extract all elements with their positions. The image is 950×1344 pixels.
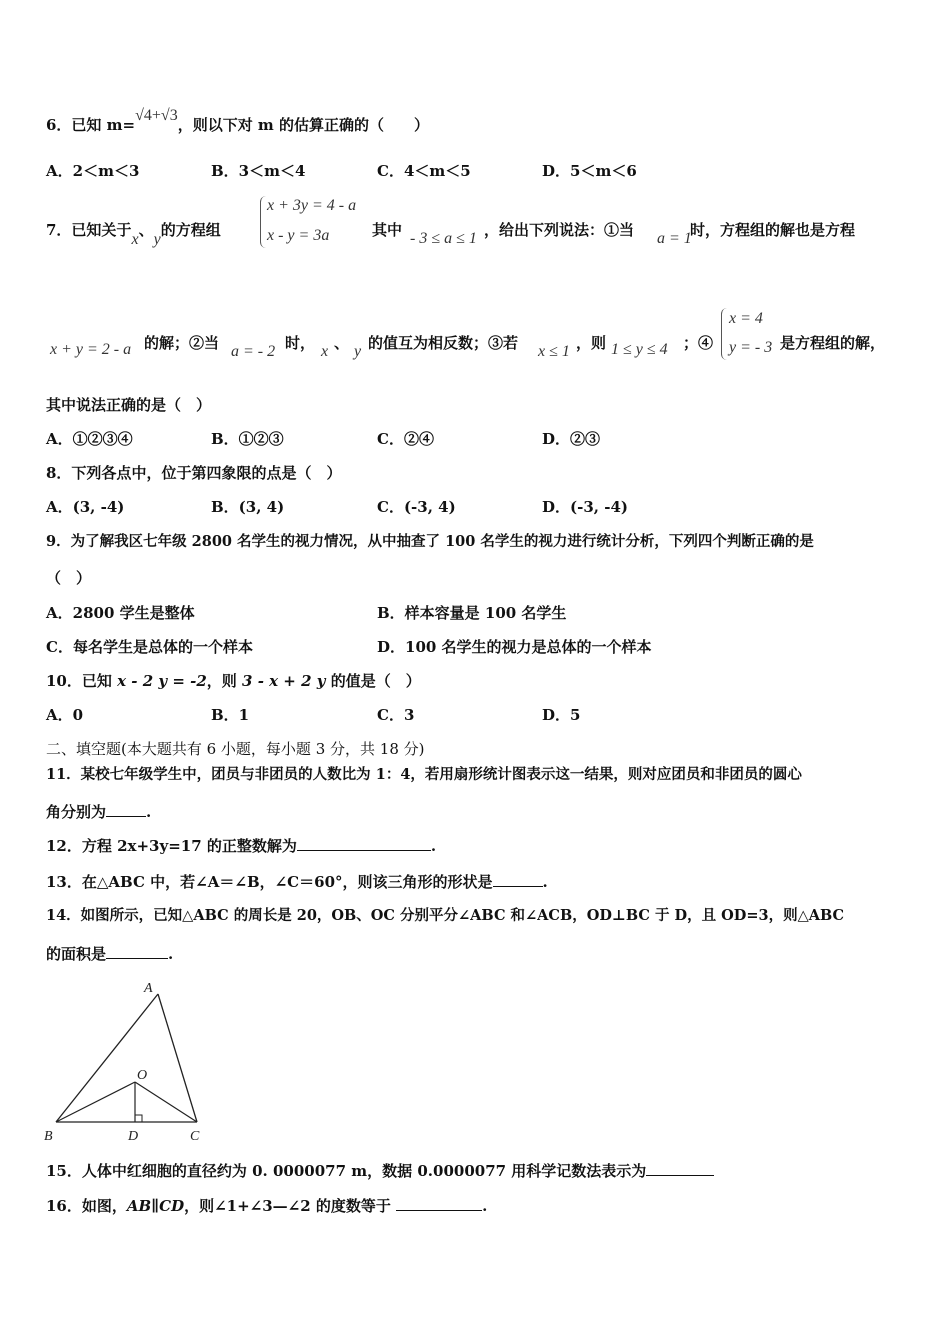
q6-option-d: D．5＜m＜6	[542, 162, 637, 180]
q10-option-b: B．1	[211, 706, 250, 724]
label-a: A	[144, 981, 153, 996]
label-o: O	[137, 1068, 148, 1083]
q10-option-d: D．5	[542, 706, 581, 724]
side-ac	[158, 994, 197, 1122]
side-ab	[56, 994, 158, 1122]
q8-option-b: B．(3, 4)	[211, 498, 285, 516]
label-b: B	[44, 1129, 53, 1144]
label-d: D	[128, 1129, 139, 1144]
q9-option-a: A．2800 学生是整体	[46, 604, 195, 622]
right-angle-mark	[135, 1115, 142, 1122]
q14-line-1: 14．如图所示，已知△ABC 的周长是 20，OB、OC 分别平分∠ABC 和∠ACB，OD⊥BC 于 D，且 OD=3，则△ABC	[46, 907, 845, 924]
q7-statement-2b: 时，	[285, 334, 316, 352]
segment-oc	[135, 1082, 197, 1122]
q7-option-c: C．②④	[377, 430, 434, 448]
q7-where: 其中	[372, 221, 403, 239]
q9-option-b: B．样本容量是 100 名学生	[377, 604, 567, 622]
q7-statement-4b: 是方程组的解，	[780, 334, 886, 352]
q16-stem: 16．如图，AB∥CD，则∠1+∠3—∠2 的度数等于 .	[46, 1197, 488, 1215]
q12-answer-blank[interactable]	[297, 836, 431, 851]
q8-stem: 8．下列各点中，位于第四象限的点是（ ）	[46, 464, 342, 482]
q6-option-c: C．4＜m＜5	[377, 162, 471, 180]
q9-stem-2: （ ）	[46, 569, 92, 587]
q7-condition-3: x ≤ 1	[538, 343, 570, 360]
q7-prefix: 7．已知关于x、y的方程组	[46, 221, 221, 248]
q16-answer-blank[interactable]	[396, 1196, 482, 1211]
q6-expression: √4+√3	[135, 107, 178, 124]
q10-option-c: C．3	[377, 706, 415, 724]
q7-statement-2: 的解；②当	[144, 334, 220, 352]
section-2-title: 二、填空题(本大题共有 6 小题，每小题 3 分，共 18 分)	[46, 740, 425, 758]
q7-condition-4: 1 ≤ y ≤ 4	[611, 341, 668, 358]
q10-option-a: A．0	[46, 706, 84, 724]
q7-option-a: A．①②③④	[46, 430, 133, 448]
q14-answer-blank[interactable]	[106, 944, 168, 959]
q12-stem: 12．方程 2x+3y=17 的正整数解为 .	[46, 837, 437, 855]
q9-option-c: C．每名学生是总体的一个样本	[46, 638, 253, 656]
q11-answer-blank[interactable]	[106, 802, 146, 817]
q14-line-2: 的面积是 .	[46, 945, 174, 963]
q13-answer-blank[interactable]	[493, 872, 543, 887]
q7-var-x2: x	[321, 343, 329, 360]
q7-solution-x: x = 4	[729, 310, 763, 327]
q15-stem: 15．人体中红细胞的直径约为 0. 0000077 m，数据 0.0000077 用科学记数法表示为	[46, 1161, 714, 1181]
q7-equation-2: x - y = 3a	[267, 227, 330, 244]
q7-statement-3: 的值互为相反数；③若	[368, 334, 519, 352]
q11-line-2: 角分别为 .	[46, 803, 152, 821]
q7-range: - 3 ≤ a ≤ 1	[410, 230, 477, 247]
q8-option-c: C．(-3, 4)	[377, 498, 456, 516]
q7-equation-1: x + 3y = 4 - a	[267, 197, 357, 214]
q7-statement-3b: ，则	[576, 334, 607, 352]
q6-option-b: B．3＜m＜4	[211, 162, 306, 180]
q7-solution-y: y = - 3	[729, 339, 773, 356]
label-c: C	[190, 1129, 200, 1144]
q13-stem: 13．在△ABC 中，若∠A＝∠B，∠C＝60°，则该三角形的形状是 .	[46, 873, 548, 891]
q6-option-a: A．2＜m＜3	[46, 162, 140, 180]
q7-option-d: D．②③	[542, 430, 601, 448]
q9-option-d: D．100 名学生的视力是总体的一个样本	[377, 638, 652, 656]
q7-question: 其中说法正确的是（ ）	[46, 396, 212, 414]
q8-option-d: D．(-3, -4)	[542, 498, 628, 516]
q7-statement-1: ，给出下列说法：①当	[484, 221, 635, 239]
q7-condition-2: a = - 2	[231, 343, 276, 360]
q9-stem: 9．为了解我区七年级 2800 名学生的视力情况，从中抽查了 100 名学生的视力进行统计分析，下列四个判断正确的是	[46, 533, 814, 550]
q7-statement-1b: 时，方程组的解也是方程	[690, 221, 856, 239]
q7-option-b: B．①②③	[211, 430, 284, 448]
q7-condition-1: a = 1	[657, 230, 692, 247]
q11-line-1: 11．某校七年级学生中，团员与非团员的人数比为 1：4，若用扇形统计图表示这一结果，则对应团员和非团员的圆心	[46, 766, 802, 783]
q7-var-y2: y	[354, 343, 362, 360]
segment-ob	[56, 1082, 135, 1122]
q7-sep2: 、	[334, 334, 350, 352]
q8-option-a: A．(3, -4)	[46, 498, 125, 516]
q10-stem: 10．已知 x - 2 y = -2，则 3 - x + 2 y 的值是（ ）	[46, 672, 421, 690]
q15-answer-blank[interactable]	[646, 1161, 714, 1176]
q6-stem: 6．已知 m=√4+√3，则以下对 m 的估算正确的（ ）	[46, 107, 430, 134]
q7-equation-3: x + y = 2 - a	[50, 341, 132, 358]
q7-statement-4: ；④	[683, 334, 714, 352]
q14-triangle-figure	[40, 978, 220, 1148]
